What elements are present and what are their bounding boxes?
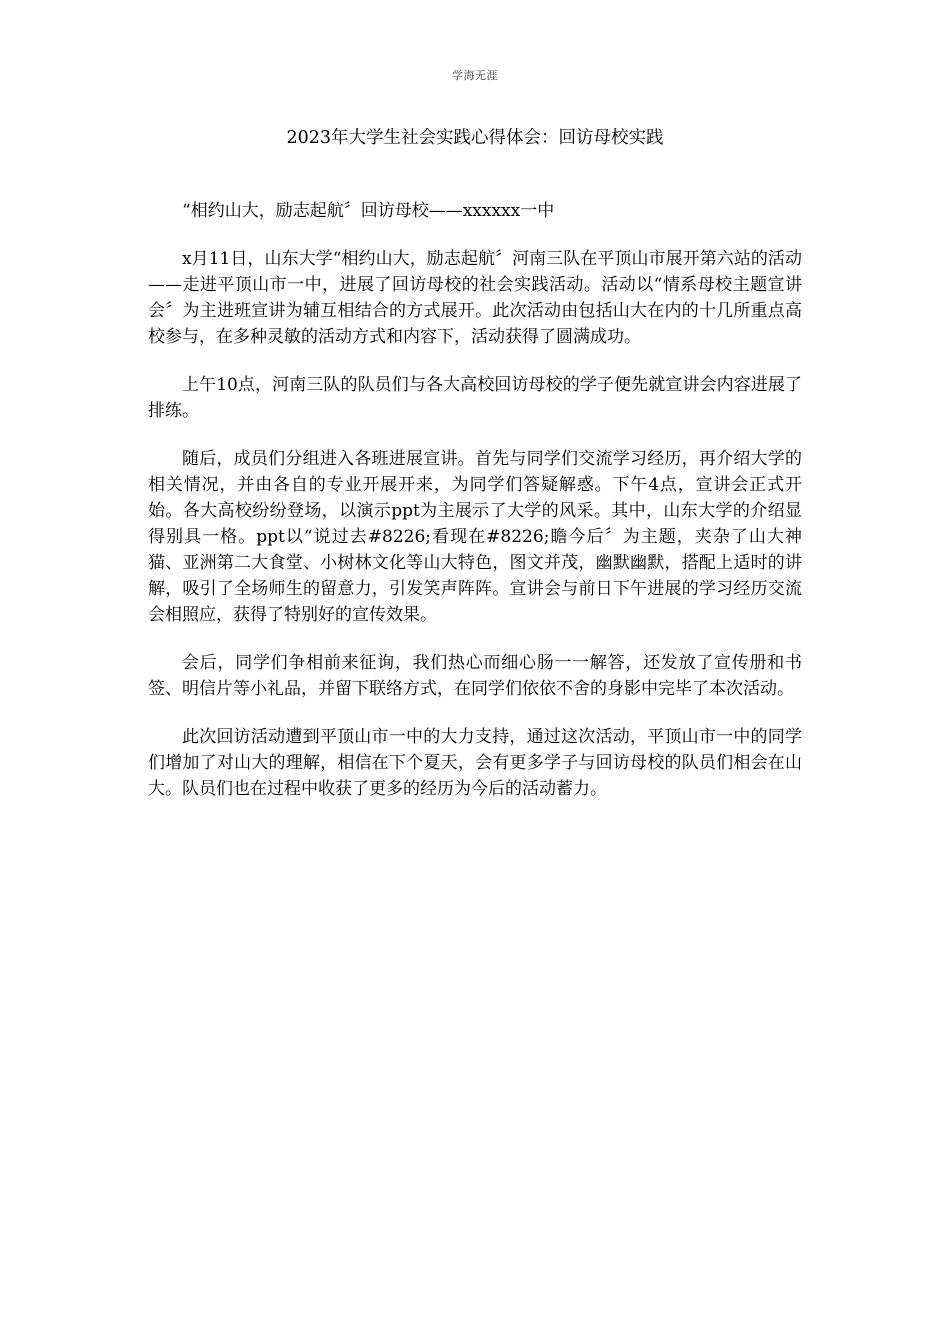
paragraph-presentation: 随后，成员们分组进入各班进展宣讲。首先与同学们交流学习经历，再介绍大学的相关情况，并由各自的专业开展开来，为同学们答疑解惑。下午4点，宣讲会正式开始。各大高校纷纷登场，以演示ppt为主展示了大学的风采。其中，山东大学的介绍显得别具一格。ppt以“说过去#8226;看现在#8226;瞻今后〞为主题，夹杂了山大神猫、亚洲第二大食堂、小树林文化等山大特色，图文并茂，幽默幽默，搭配上适时的讲解，吸引了全场师生的留意力，引发笑声阵阵。宣讲会与前日下午进展的学习经历交流会相照应，获得了特别好的宣传效果。 — [148, 449, 802, 625]
paragraph-conclusion: 此次回访活动遭到平顶山市一中的大力支持，通过这次活动，平顶山市一中的同学们增加了对山大的理解，相信在下个夏天，会有更多学子与回访母校的队员们相会在山大。队员们也在过程中收获了更多的经历为今后的活动蓄力。 — [148, 727, 802, 799]
document-title: 2023年大学生社会实践心得体会：回访母校实践 — [286, 128, 664, 148]
paragraph-subtitle: “相约山大，励志起航〞回访母校——xxxxxx一中 — [182, 201, 555, 221]
paragraph-intro: x月11日，山东大学“相约山大，励志起航〞河南三队在平顶山市展开第六站的活动——走进平顶山市一中，进展了回访母校的社会实践活动。活动以“情系母校主题宣讲会〞为主进班宣讲为辅互相结合的方式展开。此次活动由包括山大在内的十几所重点高校参与，在多种灵敏的活动方式和内容下，活动获得了圆满成功。 — [148, 249, 802, 347]
paragraph-after-event: 会后，同学们争相前来征询，我们热心而细心肠一一解答，还发放了宣传册和书签、明信片等小礼品，并留下联络方式，在同学们依依不舍的身影中完毕了本次活动。 — [148, 653, 802, 699]
document-body — [148, 198, 802, 824]
page-header: 学海无涯 — [452, 69, 498, 82]
paragraph-morning: 上午10点，河南三队的队员们与各大高校回访母校的学子便先就宣讲会内容进展了排练。 — [148, 375, 802, 421]
